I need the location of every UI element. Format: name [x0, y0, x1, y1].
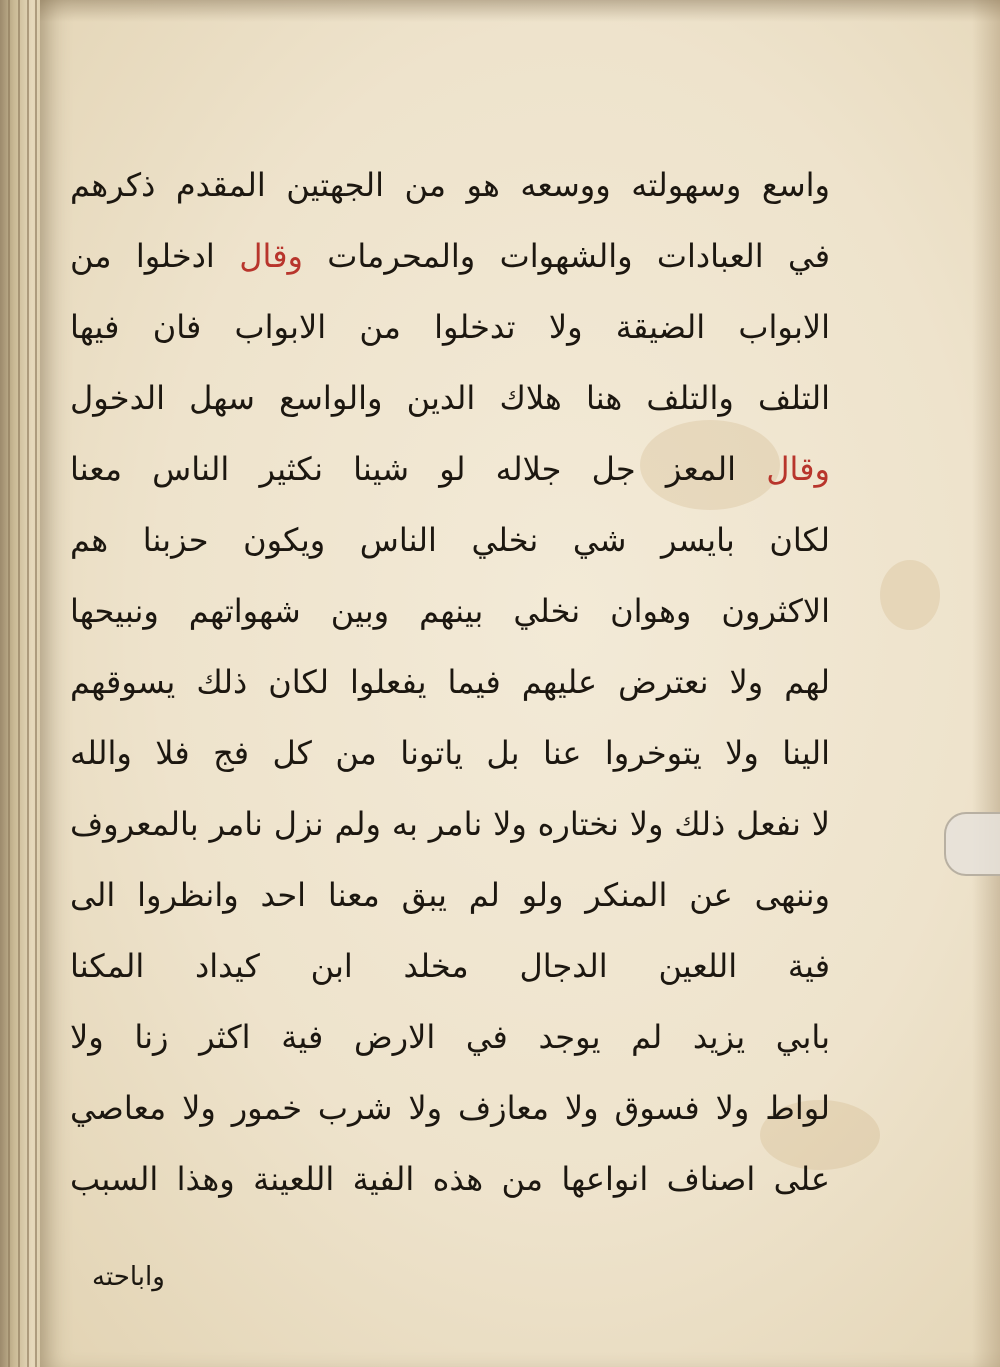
- text-line-10: لا نفعل ذلك ولا نختاره ولا نامر به ولم نزل نامر بالمعروف: [70, 805, 830, 843]
- page-top-shadow: [40, 0, 1000, 22]
- text-line-4: التلف والتلف هنا هلاك الدين والواسع سهل الدخول: [70, 379, 830, 417]
- text-line-13: بابي يزيد لم يوجد في الارض فية اكثر زنا ولا: [70, 1018, 830, 1056]
- text-line-11: وننهى عن المنكر ولو لم يبق معنا احد وانظروا الى: [70, 876, 830, 914]
- page-tab-marker: [944, 812, 1000, 876]
- text-line-9: الينا ولا يتوخروا عنا بل ياتونا من كل فج فلا والله: [70, 734, 830, 772]
- text-line-1: واسع وسهولته ووسعه هو من الجهتين المقدم ذكرهم: [70, 166, 830, 204]
- text-line-6: لكان بايسر شي نخلي الناس ويكون حزبنا هم: [70, 521, 830, 559]
- text-line-2: في العبادات والشهوات والمحرمات وقال ادخلوا من: [70, 237, 830, 275]
- page-right-edge: [972, 0, 1000, 1367]
- text-line-8: لهم ولا نعترض عليهم فيما يفعلوا لكان ذلك يسوقهم: [70, 663, 830, 701]
- paper-stain: [880, 560, 940, 630]
- text-line-5: وقال المعز جل جلاله لو شينا نكثير الناس معنا: [70, 450, 830, 488]
- rubric-word: وقال: [239, 237, 303, 275]
- text-line-7: الاكثرون وهوان نخلي بينهم وبين شهواتهم ونبيحها: [70, 592, 830, 630]
- text-line-3: الابواب الضيقة ولا تدخلوا من الابواب فان فيها: [70, 308, 830, 346]
- text-line-15: على اصناف انواعها من هذه الفية اللعينة وهذا السبب: [70, 1160, 830, 1198]
- text-line-14: لواط ولا فسوق ولا معازف ولا شرب خمور ولا معاصي: [70, 1089, 830, 1127]
- catchword: واباحته: [92, 1262, 165, 1292]
- rubric-word: وقال: [766, 450, 830, 488]
- text-line-12: فية اللعين الدجال مخلد ابن كيداد المكنا: [70, 947, 830, 985]
- manuscript-text-block: [70, 150, 830, 1215]
